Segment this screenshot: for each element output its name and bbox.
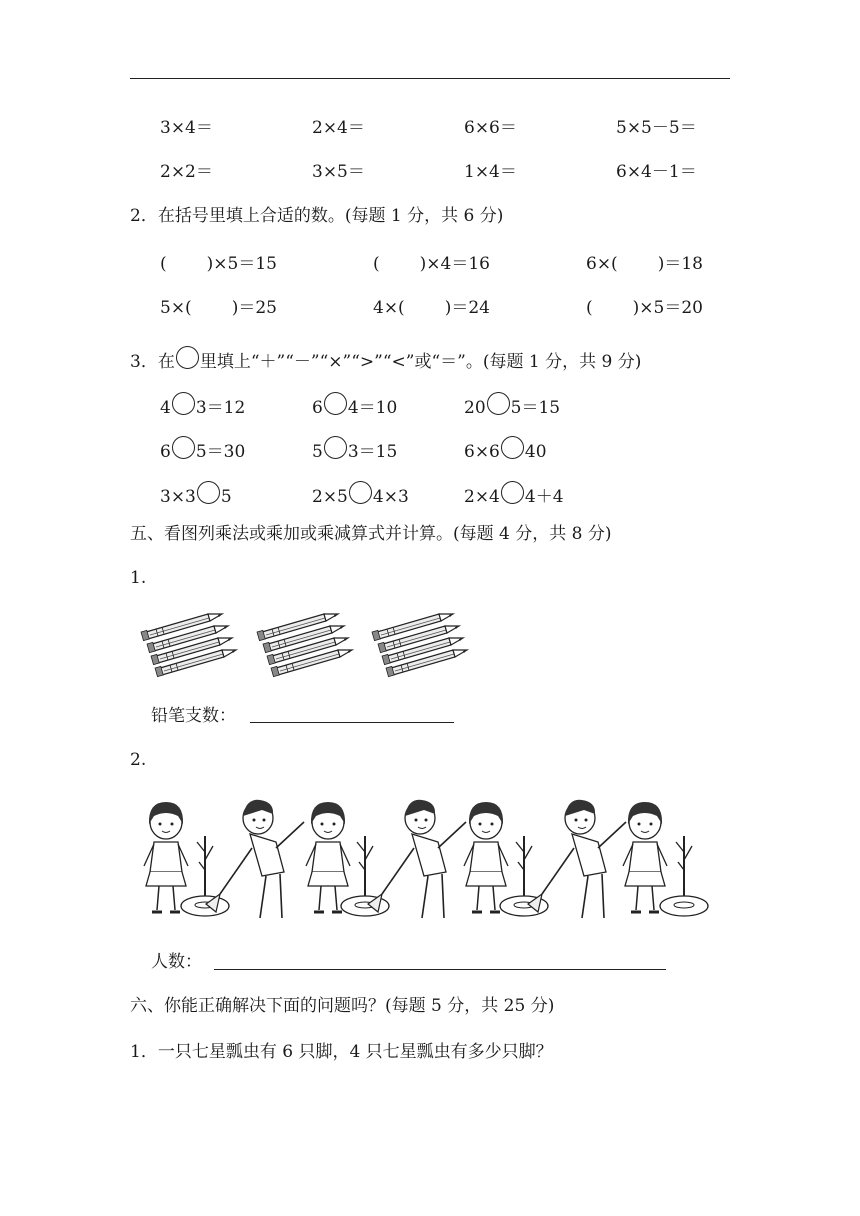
arith-item: 2×4＝ <box>312 118 365 138</box>
compare-item: 2×5 4×3 <box>312 481 409 507</box>
fill-item: ( )×5＝20 <box>586 298 703 318</box>
girl-figure <box>144 802 188 912</box>
circle-blank-icon[interactable] <box>349 481 372 504</box>
header-rule <box>130 78 730 79</box>
boy-figure <box>206 800 304 918</box>
fill-item: 4×( )＝24 <box>373 298 490 318</box>
problem-number: 1. <box>130 568 147 588</box>
fill-item: ( )×4＝16 <box>373 254 490 274</box>
circle-blank-icon[interactable] <box>172 436 195 459</box>
sapling <box>660 836 708 916</box>
people-count-blank[interactable] <box>214 969 666 970</box>
compare-item: 5 3＝15 <box>312 436 397 462</box>
compare-item: 3×3 5 <box>160 481 232 507</box>
circle-blank-icon[interactable] <box>172 392 195 415</box>
pencil-count-blank[interactable] <box>250 722 454 723</box>
compare-item: 20 5＝15 <box>464 392 560 418</box>
girl-figure <box>464 802 508 912</box>
problem-number: 2. <box>130 750 147 770</box>
circle-blank-icon <box>176 346 199 369</box>
circle-blank-icon[interactable] <box>324 392 347 415</box>
arith-item: 3×5＝ <box>312 162 365 182</box>
circle-blank-icon[interactable] <box>501 436 524 459</box>
section-5-title: 五、看图列乘法或乘加或乘减算式并计算。(每题 4 分，共 8 分) <box>130 524 612 544</box>
circle-blank-icon[interactable] <box>197 481 220 504</box>
compare-item: 6 4＝10 <box>312 392 397 418</box>
circle-blank-icon[interactable] <box>501 481 524 504</box>
sapling <box>181 836 229 916</box>
arith-item: 5×5－5＝ <box>616 118 697 138</box>
question-2-title: 2．在括号里填上合适的数。(每题 1 分，共 6 分) <box>130 206 504 226</box>
compare-item: 4 3＝12 <box>160 392 245 418</box>
boy-figure <box>528 800 626 918</box>
pencil-count-label: 铅笔支数： <box>151 706 236 726</box>
people-count-label: 人数： <box>151 952 202 972</box>
word-problem-1: 1．一只七星瓢虫有 6 只脚，4 只七星瓢虫有多少只脚？ <box>130 1042 553 1062</box>
sapling <box>500 836 548 916</box>
arith-item: 6×6＝ <box>464 118 517 138</box>
compare-item: 6 5＝30 <box>160 436 245 462</box>
arith-item: 2×2＝ <box>160 162 213 182</box>
pencil-bundle <box>372 614 467 677</box>
boy-figure <box>368 800 466 918</box>
circle-blank-icon[interactable] <box>487 392 510 415</box>
girl-figure <box>623 802 667 912</box>
fill-item: 6×( )＝18 <box>586 254 703 274</box>
question-3-title: 3．在 里填上“＋”“－”“×”“>”“<”或“＝”。(每题 1 分，共 9 分) <box>130 346 641 372</box>
compare-item: 6×6 40 <box>464 436 547 462</box>
fill-item: ( )×5＝15 <box>160 254 277 274</box>
section-6-title: 六、你能正确解决下面的问题吗？(每题 5 分，共 25 分) <box>130 996 555 1016</box>
arith-item: 1×4＝ <box>464 162 517 182</box>
pencil-bundle <box>141 614 236 677</box>
arith-item: 3×4＝ <box>160 118 213 138</box>
pencil-bundle <box>257 614 352 677</box>
fill-item: 5×( )＝25 <box>160 298 277 318</box>
circle-blank-icon[interactable] <box>324 436 347 459</box>
girl-figure <box>306 802 350 912</box>
arith-item: 6×4－1＝ <box>616 162 697 182</box>
sapling <box>341 836 389 916</box>
compare-item: 2×4 4＋4 <box>464 481 564 507</box>
